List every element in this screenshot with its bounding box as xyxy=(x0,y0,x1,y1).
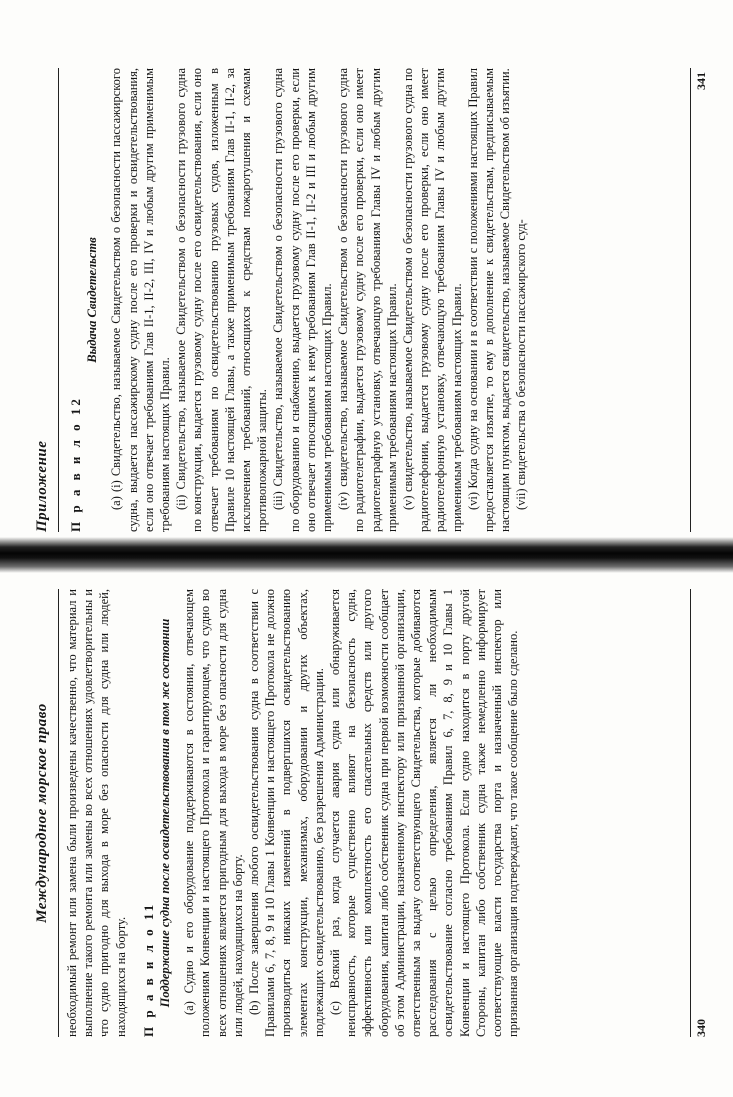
paragraph-11c: (с) Всякий раз, когда случается авария судна или обнаруживается неисправность, которые существенно влияют на безопасность судна, эффективность или комплектность его спасательных средств или другого оборудования, капитан либо собственник судна при первой возможности сообщает об этом Администрации, назначенному инспектору или признанной организации, ответственным за выдачу соответствующего Свидетельства, которые добиваются расследования с целью определения, является ли необходимым освидетельствование согласно требованиям Правил 6, 7, 8, 9 и 10 Главы 1 Конвенции и настоящего Протокола. Если судно находится в порту другой Стороны, капитан либо собственник судна также немедленно информирует соответствующие власти государства порта и назначенный инспектор или признанная организация подтверждают, что такое сообщение было сделано. xyxy=(328,589,521,1037)
rule-11-heading: П р а в и л о 11 xyxy=(140,901,156,1037)
left-page xyxy=(0,557,733,1097)
running-head-left: Международное морское право xyxy=(34,703,50,923)
paragraph-12a-vi: (vi) Когда судну на основании и в соответствии с положениями настоящих Правил предоставляется изъятие, то ему в дополнение к свидетельствам, предписываемым настоящим пунктом, выдается свидетельство, называемое Свидетельством об изъятии. xyxy=(465,68,513,532)
left-page-body xyxy=(64,589,521,1037)
footer-rule-right xyxy=(690,68,691,532)
right-page-body xyxy=(64,68,530,532)
rule-12-title: Выдача Свидетельств xyxy=(85,237,100,363)
page-number-left: 340 xyxy=(694,1019,708,1037)
page-number-right: 341 xyxy=(694,72,708,90)
book-gutter-shadow xyxy=(0,537,733,573)
paragraph-12a-i: (а) (i) Свидетельство, называемое Свидетельством о безопасности пассажирского судна, выдается пассажирскому судну после его проверки и освидетельствования, если оно отвечает требованиям Глав II-1, II-2, III, IV и любым другим применимым требованиям настоящих Правил. xyxy=(109,68,173,532)
rule-12-heading: П р а в и л о 12 xyxy=(68,396,83,532)
paragraph-11b: (b) После завершения любого освидетельствования судна в соответствии с Правилами 6, 7, 8, 9 и 10 Главы 1 Конвенции и настоящего Протокола не должно производиться никаких изменений в подвергшихся освидетельствованию элементах конструкции, механизмах, оборудовании и других объектах, подлежащих освидетельствованию, без разрешения Администрации. xyxy=(247,589,326,1037)
header-rule-left xyxy=(58,589,59,1037)
paragraph-11a: (а) Судно и его оборудование поддерживаются в состоянии, отвечающем положениям Конвенции и настоящего Протокола и гарантирующем, что судно во всех отношениях является пригодным для выхода в море без опасности для судна или людей, находящихся на борту. xyxy=(182,589,245,1037)
paragraph-12a-iv: (iv) свидетельство, называемое Свидетельством о безопасности грузового судна по радиотелеграфии, выдается грузовому судну после его проверки, если оно имеет радиотелеграфную установку, отвечающую требованиям Главы IV и любым другим применимым требованиям настоящих Правил. xyxy=(336,68,399,532)
header-rule-right xyxy=(58,68,59,532)
paragraph-12a-iii: (iii) Свидетельство, называемое Свидетельством о безопасности грузового судна по оборудованию и снабжению, выдается грузовому судну после его проверки, если оно отвечает относящимся к нему требованиям Глав II-1, II-2 и III и любым другим применимым требованиям настоящих Правил. xyxy=(271,68,335,532)
paragraph-12a-v: (v) свидетельство, называемое Свидетельством о безопасности грузового судна по радиотелефонии, выдается грузовому судну после его проверки, если оно имеет радиотелефонную установку, отвечающую требованиям Главы IV и любым другим применимым требованиям настоящих Правил. xyxy=(401,68,464,532)
paragraph-12a-ii: (ii) Свидетельство, называемое Свидетельством о безопасности грузового судна по конструкции, выдается грузовому судну после его освидетельствования, если оно отвечает требованиям по освидетельствованию грузовых судов, изложенным в Правиле 10 настоящей Главы, а также применимым требованиям Глав II-1, II-2, за исключением требований, относящихся к средствам пожаротушения и схемам противопожарной защиты. xyxy=(174,68,270,532)
footer-rule-left xyxy=(690,589,691,1037)
continuation-paragraph: необходимый ремонт или замена были произведены качественно, что материал и выполнение такого ремонта или замены во всех отношениях удовлетворительны и что судно пригодно для выхода в море без опасности для судна или людей, находящихся на борту. xyxy=(65,589,128,1037)
running-head-right: Приложение xyxy=(34,440,50,532)
rule-11-title: Поддержание судна после освидетельствования в том же состоянии xyxy=(158,618,173,1008)
paragraph-12a-vii: (vii) свидетельства о безопасности пассажирского суд- xyxy=(514,219,529,510)
right-page xyxy=(0,0,733,542)
